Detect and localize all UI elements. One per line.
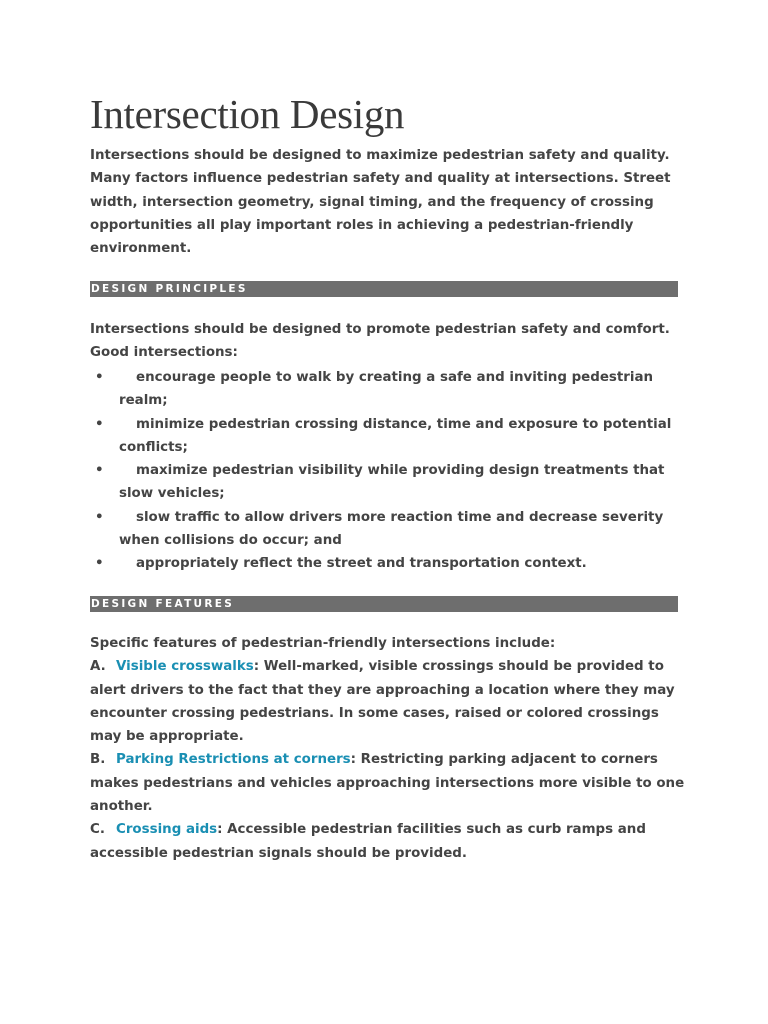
list-item-text: appropriately reflect the street and transportation context.: [136, 556, 587, 572]
feature-text: : Well-marked, visible crossings should be provided to alert drivers to the fact that they are approaching a location where they may encounter crossing pedestrians. In some cases, raised or colored crossings may be appropriate.: [90, 659, 675, 745]
feature-item-b: [90, 748, 690, 818]
intro-paragraph: Intersections should be designed to maximize pedestrian safety and quality. Many factors influence pedestrian safety and quality at intersections. Street width, intersection geometry, signal timing, and the frequency of crossing opportunities all play important roles in achieving a pedestrian-friendly environment.: [90, 148, 671, 257]
principles-lead: Intersections should be designed to promote pedestrian safety and comfort. Good intersections:: [90, 322, 670, 361]
list-item-text: encourage people to walk by creating a safe and inviting pedestrian realm;: [119, 370, 654, 409]
list-item: [90, 413, 690, 460]
section-heading-features: DESIGN FEATURES: [90, 596, 678, 612]
link-crossing-aids[interactable]: Crossing aids: [116, 822, 218, 838]
bullet-icon: •: [95, 463, 104, 479]
feature-item-c: [90, 818, 690, 865]
principles-list: [90, 366, 690, 576]
features-block: [90, 632, 690, 865]
section-heading-principles: DESIGN PRINCIPLES: [90, 281, 678, 297]
feature-text: : Accessible pedestrian facilities such as curb ramps and accessible pedestrian signals should be provided.: [90, 822, 646, 861]
features-lead: Specific features of pedestrian-friendly intersections include:: [90, 636, 556, 651]
list-item: [90, 366, 690, 413]
list-item-text: minimize pedestrian crossing distance, time and exposure to potential conflicts;: [119, 416, 672, 455]
link-visible-crosswalks[interactable]: Visible crosswalks: [116, 659, 254, 675]
feature-text: : Restricting parking adjacent to corners makes pedestrians and vehicles approaching intersections more visible to one another.: [90, 752, 685, 815]
feature-letter: A.: [90, 659, 106, 675]
bullet-icon: •: [95, 416, 104, 432]
list-item: [90, 506, 690, 553]
feature-letter: B.: [90, 752, 106, 768]
bullet-icon: •: [95, 370, 104, 385]
bullet-icon: •: [95, 556, 104, 572]
page-title: Intersection Design: [90, 91, 405, 137]
bullet-icon: •: [95, 509, 104, 525]
feature-letter: C.: [90, 822, 105, 838]
feature-item-a: [90, 655, 690, 748]
list-item-text: slow traffic to allow drivers more reaction time and decrease severity when collisions do occur; and: [119, 509, 664, 549]
list-item: [90, 459, 690, 506]
list-item-text: maximize pedestrian visibility while providing design treatments that slow vehicles;: [119, 463, 665, 502]
link-parking-restrictions[interactable]: Parking Restrictions at corners: [116, 752, 351, 768]
list-item: [90, 552, 690, 575]
